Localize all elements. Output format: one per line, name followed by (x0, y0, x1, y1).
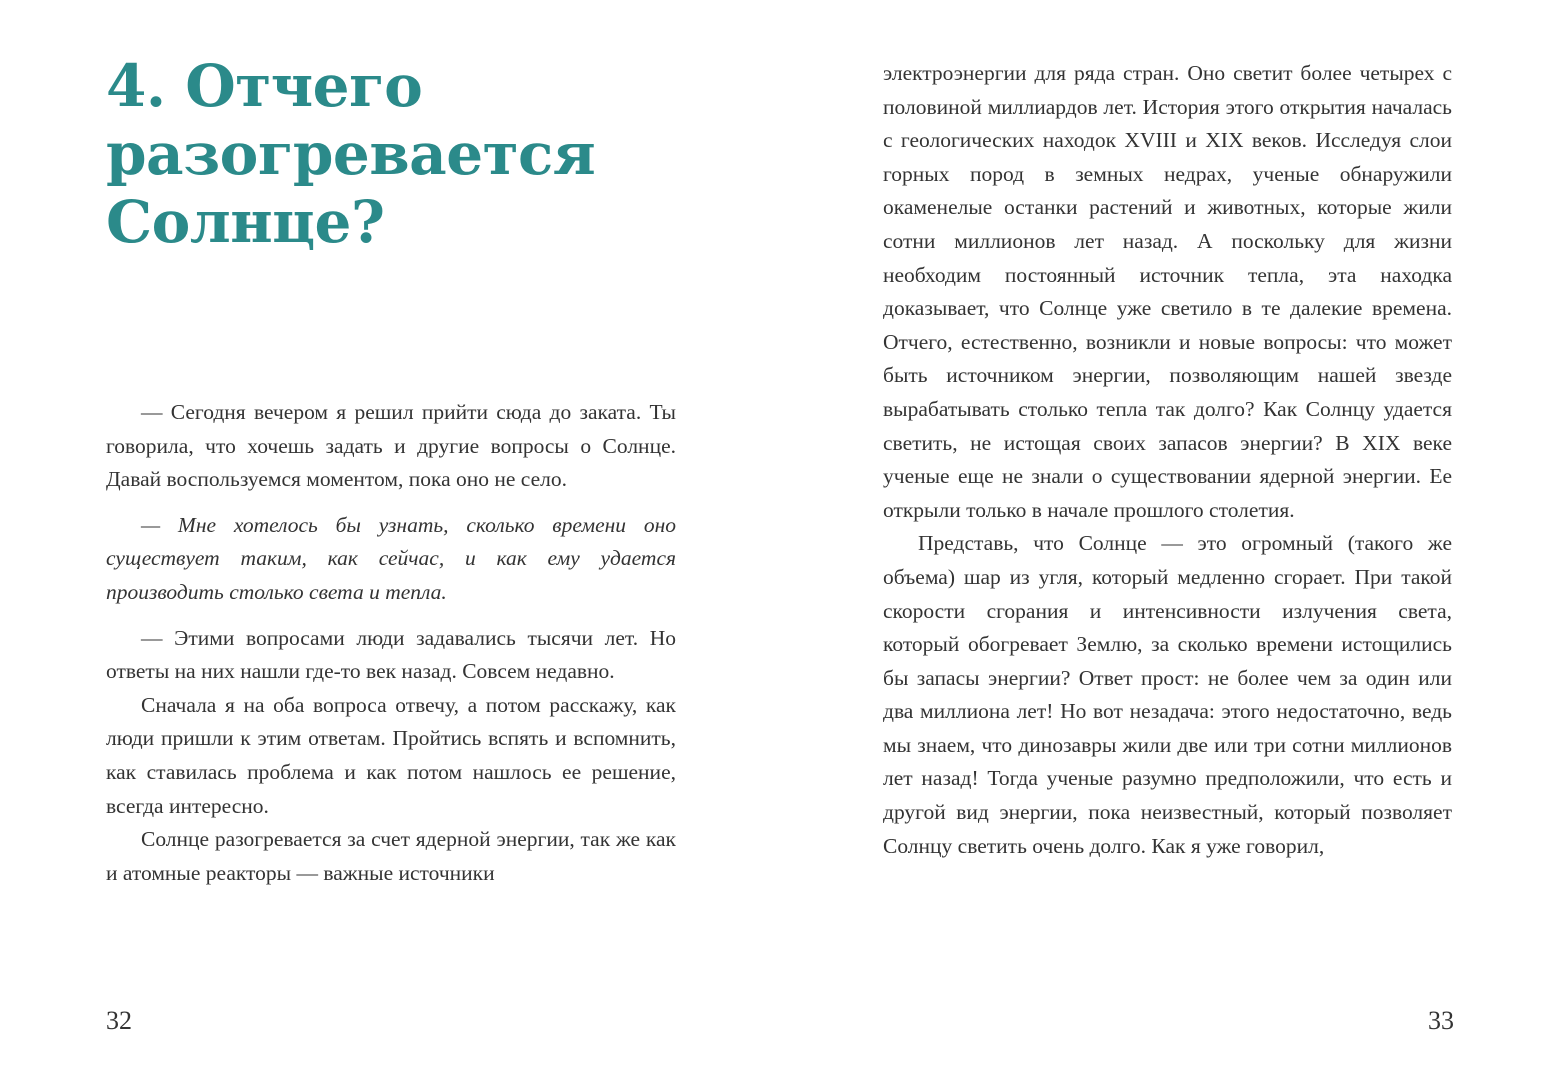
paragraph-5: Солнце разогревается за счет ядерной энергии, так же как и атомные реакторы — важные источники (106, 827, 676, 885)
paragraph-dialogue-3: — Этими вопросами люди задавались тысячи лет. Но ответы на них нашли где-то век назад. Совсем недавно. (106, 625, 676, 684)
paragraph-coal-sun: Представь, что Солнце — это огромный (такого же объема) шар из угля, который медленно сгорает. При такой скорости сгорания и интенсивности излучения света, который обогревает Землю, за сколько времени истощились бы запасы энергии? Ответ прост: не более чем за один или два миллиона лет! Но вот незадача: этого недостаточно, ведь мы знаем, что динозавры жили две или три сотни миллионов лет назад! Тогда ученые разумно предположили, что есть и другой вид энергии, пока неизвестный, который позволяет Солнцу светить очень долго. Как я уже говорил, (883, 531, 1452, 858)
paragraph-dialogue-2: — Мне хотелось бы узнать, сколько времени оно существует таким, как сейчас, и как ему удается производить столько света и тепла. (106, 512, 676, 604)
right-page (781, 0, 1562, 1080)
chapter-title-line-1: 4. Отчего (106, 52, 423, 120)
chapter-title-line-2: разогревается (106, 120, 596, 188)
paragraph-4: Сначала я на оба вопроса отвечу, а потом расскажу, как люди пришли к этим ответам. Пройтись вспять и вспомнить, как ставилась проблема и как потом нашлось ее решение, всегда интересно. (106, 692, 676, 818)
page-number-left: 32 (106, 1006, 132, 1035)
page-number-right: 33 (1428, 1006, 1454, 1035)
chapter-title (106, 52, 666, 256)
chapter-title-line-3: Солнце? (106, 188, 385, 256)
paragraph-dialogue-1: — Сегодня вечером я решил прийти сюда до заката. Ты говорила, что хочешь задать и другие вопросы о Солнце. Давай воспользуемся моментом, пока оно не село. (106, 400, 676, 492)
paragraph-continued: электроэнергии для ряда стран. Оно светит более четырех с половиной миллиардов лет. История этого открытия началась с геологических находок XVIII и XIX веков. Исследуя слои горных пород в земных недрах, ученые обнаружили окаменелые останки растений и животных, которые жили сотни миллионов лет назад. А поскольку для жизни необходим постоянный источник тепла, эта находка доказывает, что Солнце уже светило в те далекие времена. Отчего, естественно, возникли и новые вопросы: что может быть источником энергии, позволяющим нашей звезде вырабатывать столько тепла так долго? Как Солнцу удается светить, не истощая своих запасов энергии? В XIX веке ученые еще не знали о существовании ядерной энергии. Ее открыли только в начале прошлого столетия. (883, 61, 1452, 522)
left-body-text (106, 396, 676, 890)
right-body-text (883, 57, 1452, 863)
